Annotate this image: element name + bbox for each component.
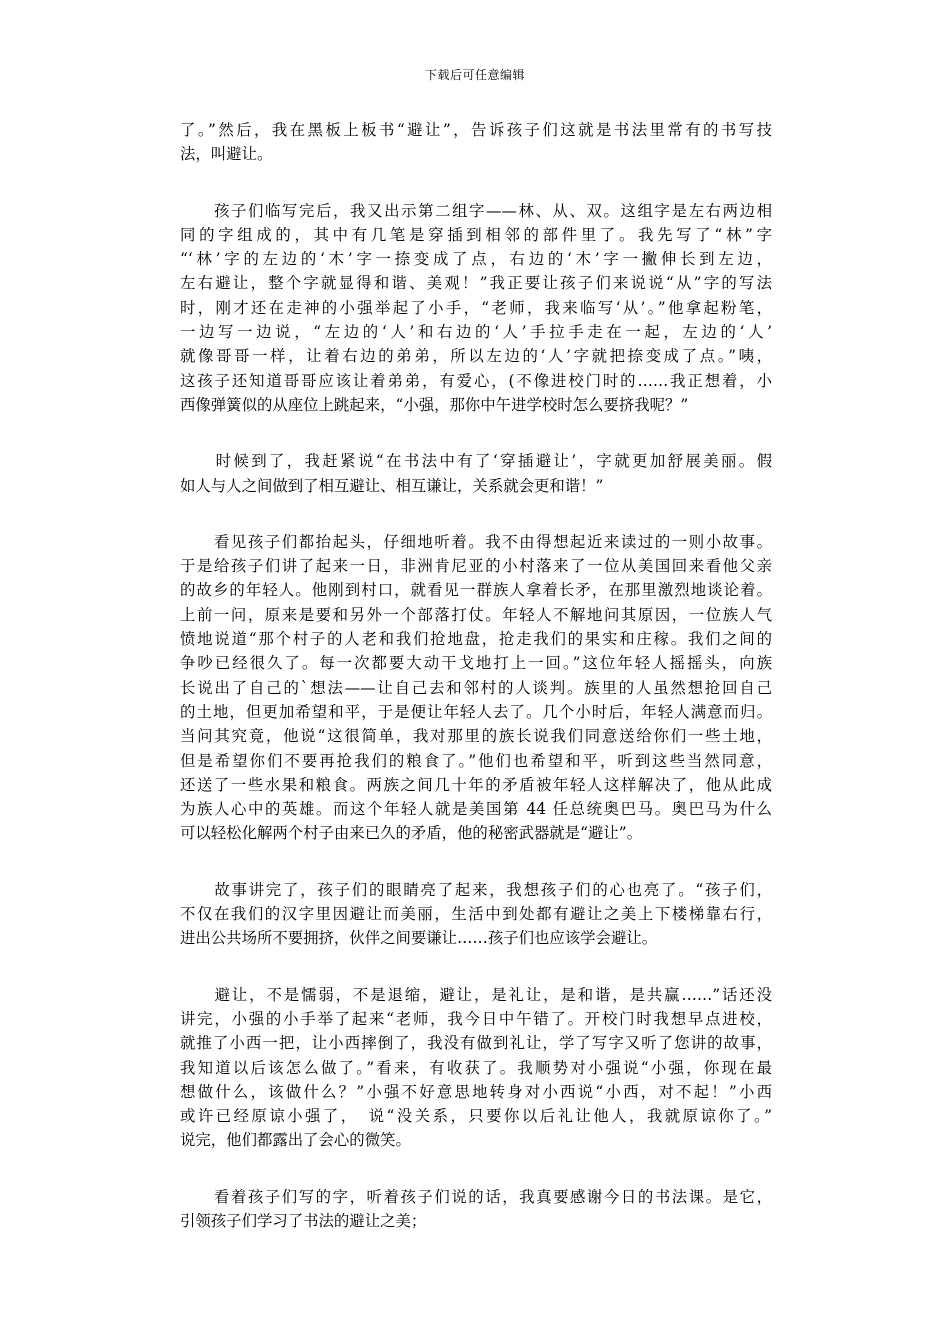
text-line: 不仅在我们的汉字里因避让而美丽，生活中到处都有避让之美上下楼梯靠右行， xyxy=(180,905,772,924)
text-line: 了。”然后，我在黑板上板书“避让”，告诉孩子们这就是书法里常有的书写技 xyxy=(180,121,772,139)
paragraph xyxy=(180,199,772,418)
text-line: 可以轻松化解两个村子由来已久的矛盾，他的秘密武器就是“避让”。 xyxy=(180,824,643,843)
text-line: 西像弹簧似的从座位上跳起来，“小强，那你中午进学校时怎么要挤我呢？” xyxy=(180,395,689,414)
text-line: 进出公共场所不要拥挤，伙伴之间要谦让……孩子们也应该学会避让。 xyxy=(180,929,658,948)
text-line: 长说出了自己的`想法——让自己去和邻村的人谈判。族里的人虽然想抢回自己 xyxy=(180,678,772,697)
text-line: 的故乡的年轻人。他刚到村口，就看见一群族人拿着长矛，在那里激烈地谈论着。 xyxy=(180,581,772,600)
paragraph xyxy=(180,530,772,846)
text-line: 我知道以后该怎么做了。”看来，有收获了。我顺势对小强说“小强，你现在最 xyxy=(180,1058,772,1077)
text-line: 这孩子还知道哥哥应该让着弟弟，有爱心，(不像进校门时的……我正想着，小 xyxy=(180,371,772,390)
text-line: 当问其究竟，他说“这很简单，我对那里的族长说我们同意送给你们一些土地， xyxy=(180,727,772,746)
text-line: 看见孩子们都抬起头，仔细地听着。我不由得想起近来读过的一则小故事。 xyxy=(180,532,772,551)
text-line: 上前一问，原来是要和另外一个部落打仗。年轻人不解地问其原因，一位族人气 xyxy=(180,605,772,624)
text-line: 如人与人之间做到了相互避让、相互谦让，关系就会更和谐！” xyxy=(180,476,604,495)
paragraph xyxy=(180,878,772,951)
text-line: 或许已经原谅小强了， 说“没关系，只要你以后礼让他人，我就原谅你了。” xyxy=(180,1107,772,1126)
text-line: 一边写一边说，“左边的‘人’和右边的‘人’手拉手走在一起，左边的‘人’ xyxy=(180,323,772,342)
text-line: 看着孩子们写的字，听着孩子们说的话，我真要感谢今日的书法课。是它， xyxy=(180,1187,772,1206)
text-line: 同的字组成的，其中有几笔是穿插到相邻的部件里了。我先写了“林”字 xyxy=(180,225,772,244)
text-line: 引领孩子们学习了书法的避让之美； xyxy=(180,1211,427,1230)
text-line: 还送了一些水果和粮食。两族之间几十年的矛盾被年轻人这样解决了，他从此成 xyxy=(180,775,772,794)
text-line: 避让，不是懦弱，不是退缩，避让，是礼让，是和谐，是共赢……”话还没 xyxy=(180,985,772,1004)
paragraph xyxy=(180,983,772,1153)
text-line: “‘林’字的左边的‘木’字一捺变成了点，右边的‘木’字一撇伸长到左边， xyxy=(180,250,772,269)
text-line: 故事讲完了，孩子们的眼睛亮了起来，我想孩子们的心也亮了。“孩子们， xyxy=(180,880,772,899)
text-line: 的土地，但更加希望和平，于是便让年轻人去了。几个小时后，年轻人满意而归。 xyxy=(180,702,772,721)
paragraph xyxy=(180,1185,772,1234)
paragraph xyxy=(180,449,772,498)
text-line: 时候到了，我赶紧说“在书法中有了‘穿插避让’，字就更加舒展美丽。假 xyxy=(180,452,772,471)
text-line: 就推了小西一把，让小西摔倒了，我没有做到礼让，学了写字又听了您讲的故事， xyxy=(180,1034,772,1053)
text-line: 孩子们临写完后，我又出示第二组字——林、从、双。这组字是左右两边相 xyxy=(180,201,772,220)
text-line: 于是给孩子们讲了起来一日，非洲肯尼亚的小村落来了一位从美国回来看他父亲 xyxy=(180,557,772,576)
paragraph xyxy=(180,118,772,167)
text-line: 为族人心中的英雄。而这个年轻人就是美国第 44 任总统奥巴马。奥巴马为什么 xyxy=(180,800,772,819)
text-line: 但是希望你们不要再抢我们的粮食了。”他们也希望和平，听到这些当然同意， xyxy=(180,751,772,770)
header-title: 下载后可任意编辑 xyxy=(424,68,525,82)
text-line: 就像哥哥一样，让着右边的弟弟，所以左边的‘人’字就把捺变成了点。”咦， xyxy=(180,347,772,366)
document-body xyxy=(180,118,772,1265)
page-header xyxy=(0,66,950,84)
text-line: 争吵已经很久了。每一次都要大动干戈地打上一回。”这位年轻人摇摇头，向族 xyxy=(180,654,772,673)
text-line: 左右避让，整个字就显得和谐、美观！”我正要让孩子们来说说“从”字的写法 xyxy=(180,274,772,293)
text-line: 时，刚才还在走神的小强举起了小手，“老师，我来临写‘从’。”他拿起粉笔， xyxy=(180,298,772,317)
text-line: 想做什么，该做什么？”小强不好意思地转身对小西说“小西，对不起！”小西 xyxy=(180,1082,772,1101)
text-line: 法，叫避让。 xyxy=(180,145,273,164)
text-line: 说完，他们都露出了会心的微笑。 xyxy=(180,1131,411,1150)
text-line: 愤地说道“那个村子的人老和我们抢地盘，抢走我们的果实和庄稼。我们之间的 xyxy=(180,630,772,649)
text-line: 讲完，小强的小手举了起来“老师，我今日中午错了。开校门时我想早点进校， xyxy=(180,1009,772,1028)
